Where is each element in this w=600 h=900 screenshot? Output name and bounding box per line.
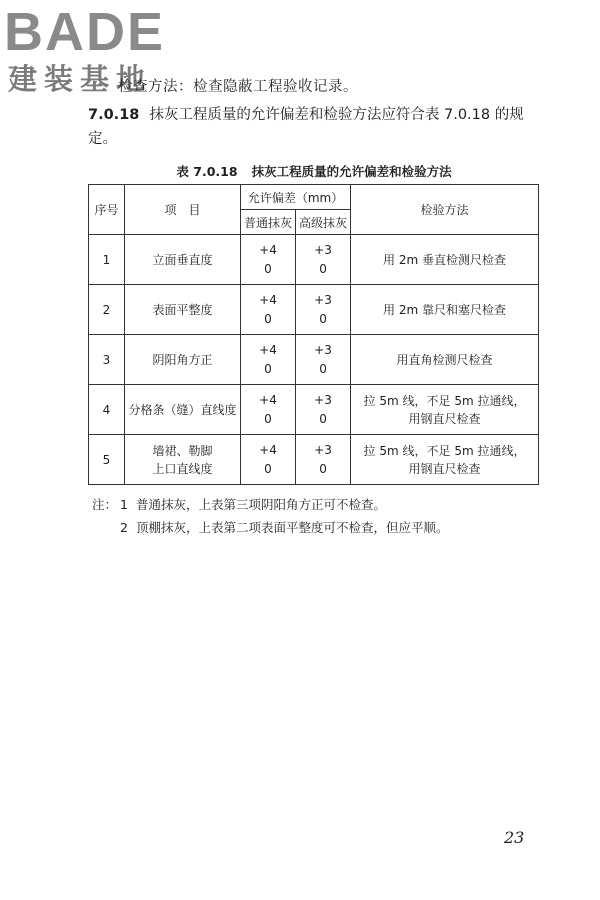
row-seq: 2 [89,285,125,335]
table-row [89,235,539,285]
note-text: 顶棚抹灰，上表第二项表面平整度可不检查，但应平顺。 [136,520,449,535]
tolerance-table [88,184,539,485]
logo-subtitle-text: 建装基地 [8,62,153,96]
table-caption-number: 表 7.0.18 [176,164,238,179]
row-seq: 5 [89,435,125,485]
row-item: 阴阳角方正 [125,335,241,385]
row-advanced-tolerance: +3 0 [296,435,351,485]
row-item: 分格条（缝）直线度 [125,385,241,435]
row-advanced-tolerance: +3 0 [296,235,351,285]
note-label: 注： [92,497,118,512]
header-item: 项 目 [125,185,241,235]
row-method: 用 2m 靠尺和塞尺检查 [351,285,539,335]
row-method: 拉 5m 线，不足 5m 拉通线， 用钢直尺检查 [351,385,539,435]
row-ordinary-tolerance: +4 0 [241,385,296,435]
row-ordinary-tolerance: +4 0 [241,335,296,385]
clause-text: 抹灰工程质量的允许偏差和检验方法应符合表 7.0.18 的规定。 [88,107,524,147]
table-row [89,285,539,335]
row-advanced-tolerance: +3 0 [296,285,351,335]
logo-brand-text: BADE [4,2,166,62]
note-number: 1 [120,497,128,512]
row-advanced-tolerance: +3 0 [296,335,351,385]
row-ordinary-tolerance: +4 0 [241,435,296,485]
note-item [92,516,449,539]
row-item: 墙裙、勒脚 上口直线度 [125,435,241,485]
table-row [89,385,539,435]
page-number: 23 [504,828,525,847]
row-method: 用直角检测尺检查 [351,335,539,385]
table-notes [92,493,449,539]
header-tolerance-group: 允许偏差（mm） [241,185,351,210]
clause-number: 7.0.18 [88,107,140,123]
table-row [89,435,539,485]
table-row [89,335,539,385]
header-seq: 序号 [89,185,125,235]
table-caption-title: 抹灰工程质量的允许偏差和检验方法 [251,164,452,179]
table-caption [88,162,540,180]
row-advanced-tolerance: +3 0 [296,385,351,435]
clause-paragraph [88,103,538,151]
row-item: 立面垂直度 [125,235,241,285]
note-text: 普通抹灰，上表第三项阴阳角方正可不检查。 [136,497,387,512]
header-method: 检验方法 [351,185,539,235]
header-ordinary: 普通抹灰 [241,210,296,235]
row-method: 拉 5m 线，不足 5m 拉通线， 用钢直尺检查 [351,435,539,485]
table-header [89,185,539,235]
note-item [92,493,449,516]
row-ordinary-tolerance: +4 0 [241,235,296,285]
row-seq: 1 [89,235,125,285]
row-method: 用 2m 垂直检测尺检查 [351,235,539,285]
note-number: 2 [120,520,128,535]
table-body [89,235,539,485]
inspection-method-line: 检查方法：检查隐蔽工程验收记录。 [118,79,358,95]
row-ordinary-tolerance: +4 0 [241,285,296,335]
row-seq: 3 [89,335,125,385]
row-seq: 4 [89,385,125,435]
header-advanced: 高级抹灰 [296,210,351,235]
row-item: 表面平整度 [125,285,241,335]
